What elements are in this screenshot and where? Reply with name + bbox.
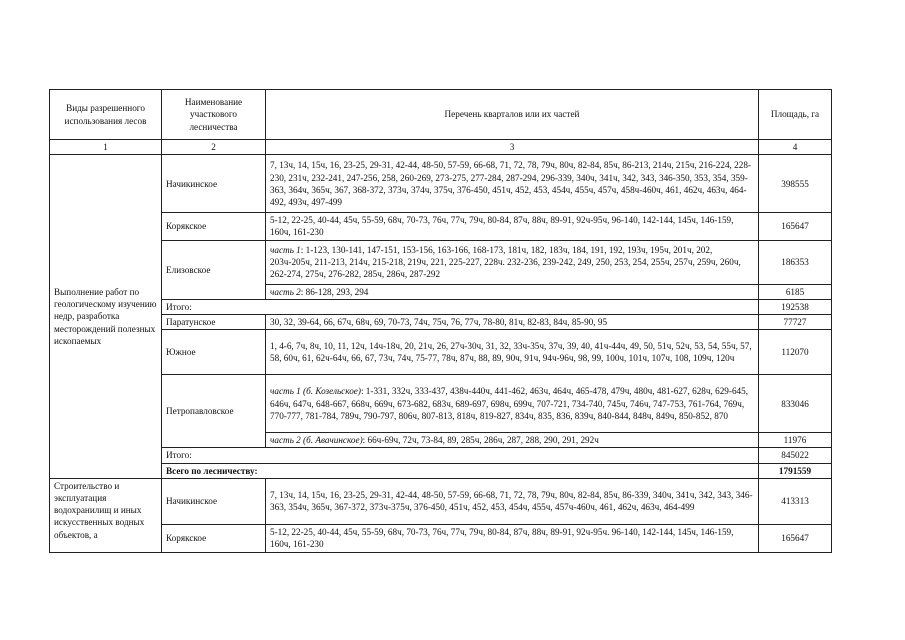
part-label: часть 2 — [270, 286, 301, 297]
header-col3: Перечень кварталов или их частей — [266, 90, 759, 140]
quarter-list — [266, 284, 759, 299]
quarter-list: 5-12, 22-25, 40-44, 45ч, 55-59, 68ч, 70-73, 76ч, 77ч, 79ч, 80-84, 87ч, 88ч, 89-91, 92ч-95ч. 96-140, 142-144, 145ч, 146-159, 160ч, 161-230 — [266, 524, 759, 552]
quarter-list — [266, 240, 759, 284]
col-number-2: 2 — [162, 140, 266, 155]
quarter-list: 7, 13ч, 14, 15ч, 16, 23-25, 29-31, 42-44, 48-50, 57-59, 66-68, 71, 72, 78, 79ч, 80ч, 82-84, 85ч, 86-213, 214ч, 215ч, 216-224, 228-230, 231ч, 232-241, 247-256, 258, 260-269, 273-275, 277-284, 287-294, 296-339, 340ч, 341ч, 342, 343, 346-350, 353, 354, 359-363, 364ч, 365ч, 367, 368-372, 373ч, 374ч, 375ч, 376-450, 451ч, 452, 453, 454ч, 455ч, 457ч, 458ч-460ч, 461, 462ч, 463ч, 464-492, 493ч, 497-499 — [266, 155, 759, 213]
forestry-name: Корякское — [162, 524, 266, 552]
grand-total-value: 1791559 — [759, 463, 832, 478]
forestry-name: Елизовское — [162, 240, 266, 299]
area-value: 398555 — [759, 155, 832, 213]
grand-total-label: Всего по лесничеству: — [162, 463, 759, 478]
table-row — [50, 155, 832, 213]
area-value: 165647 — [759, 213, 832, 240]
part-list: : 66ч-69ч, 72ч, 73-84, 89, 285ч, 286ч, 287, 288, 290, 291, 292ч — [362, 435, 599, 446]
part-label: часть 2 (б. Авачинское) — [270, 435, 363, 446]
area-value: 186353 — [759, 240, 832, 284]
area-value: 413313 — [759, 478, 832, 524]
col-number-1: 1 — [50, 140, 162, 155]
area-value: 6185 — [759, 284, 832, 299]
quarter-list — [266, 433, 759, 448]
area-value: 112070 — [759, 330, 832, 375]
table-row — [50, 330, 832, 375]
subtotal-row — [50, 448, 832, 463]
quarter-list: 1, 4-6, 7ч, 8ч, 10, 11, 12ч, 14ч-18ч, 20, 21ч, 26, 27ч-30ч, 31, 32, 33ч-35ч, 37ч, 39, 40, 41ч-44ч, 49, 50, 51ч, 52ч, 53, 54, 55ч, 57, 58, 60ч, 61, 62ч-64ч, 66, 67, 73ч, 74ч, 75-77, 78ч, 87ч, 88, 89, 90ч, 91ч, 94ч-96ч, 98, 99, 100ч, 101ч, 107ч, 108, 109ч, 120ч — [266, 330, 759, 375]
forestry-name: Начикинское — [162, 155, 266, 213]
subtotal-row — [50, 299, 832, 314]
quarter-list — [266, 375, 759, 433]
part-label: часть 1 (б. Козельское) — [270, 386, 361, 397]
header-col4: Площадь, га — [759, 90, 832, 140]
area-value: 165647 — [759, 524, 832, 552]
use-kind-geology: Выполнение работ по геологическому изучению недр, разработка месторождений полезных ископаемых — [50, 155, 162, 479]
part-list: : 1-123, 130-141, 147-151, 153-156, 163-166, 168-173, 181ч, 182, 183ч, 184, 191, 192, 193ч, 195ч, 201ч, 202, 203ч-205ч, 211-213, 214ч, 215-218, 219ч, 221, 225-227, 228ч. 232-236, 239-242, 249, 250, 253, 254, 255ч, 257ч, 259ч, 260ч, 262-274, 275ч, 276-282, 285ч, 286ч, 287-292 — [270, 244, 741, 280]
col-number-3: 3 — [266, 140, 759, 155]
subtotal-value: 192538 — [759, 299, 832, 314]
area-value: 833046 — [759, 375, 832, 433]
use-kind-reservoirs: Строительство и эксплуатация водохранилищ и иных искусственных водных объектов, а — [50, 478, 162, 552]
table-row — [50, 524, 832, 552]
forest-use-table — [49, 89, 832, 553]
forestry-name: Южное — [162, 330, 266, 375]
area-value: 11976 — [759, 433, 832, 448]
table-row — [50, 478, 832, 524]
column-number-row — [50, 140, 832, 155]
table-row — [50, 315, 832, 330]
grand-total-row — [50, 463, 832, 478]
subtotal-label: Итого: — [162, 448, 759, 463]
header-row — [50, 90, 832, 140]
table-row — [50, 240, 832, 284]
part-label: часть 1 — [270, 244, 301, 255]
part-list: : 1-331, 332ч, 333-437, 438ч-440ч, 441-462, 463ч, 464ч, 465-478, 479ч, 480ч, 481-627, 628ч, 629-645, 646ч, 647ч, 648-667, 668ч, 669ч, 673-682, 683ч, 689-697, 698ч, 699ч, 707-721, 734-740, 745ч, 746ч, 747-753, 761-764, 769ч, 770-777, 781-784, 789ч, 790-797, 806ч, 807-813, 818ч, 819-827, 834ч, 835, 836, 839ч, 840-844, 848ч, 849ч, 850-852, 870 — [270, 386, 749, 421]
part-list: : 86-128, 293, 294 — [300, 286, 369, 297]
header-col1: Виды разрешенного использования лесов — [50, 90, 162, 140]
quarter-list: 5-12, 22-25, 40-44, 45ч, 55-59, 68ч, 70-73, 76ч, 77ч, 79ч, 80-84, 87ч, 88ч, 89-91, 92ч-95ч, 96-140, 142-144, 145ч, 146-159, 160ч, 161-230 — [266, 213, 759, 240]
table-row — [50, 213, 832, 240]
quarter-list: 7, 13ч, 14, 15ч, 16, 23-25, 29-31, 42-44, 48-50, 57-59, 66-68, 71, 72, 78, 79ч, 80ч, 82-84, 85ч, 86-339, 340ч, 341ч, 342, 343, 346-363, 354ч, 365ч, 367-372, 373ч-375ч, 376-450, 451ч, 452, 453, 454ч, 455ч, 457ч-460ч, 461, 462ч, 463ч, 464-499 — [266, 478, 759, 524]
forestry-name: Корякское — [162, 213, 266, 240]
subtotal-value: 845022 — [759, 448, 832, 463]
forestry-name: Начикинское — [162, 478, 266, 524]
quarter-list: 30, 32, 39-64, 66, 67ч, 68ч, 69, 70-73, 74ч, 75ч, 76, 77ч, 78-80, 81ч, 82-83, 84ч, 85-90, 95 — [266, 315, 759, 330]
subtotal-label: Итого: — [162, 299, 759, 314]
forestry-name: Петропавловское — [162, 375, 266, 448]
header-col2: Наименование участкового лесничества — [162, 90, 266, 140]
area-value: 77727 — [759, 315, 832, 330]
forestry-name: Паратунское — [162, 315, 266, 330]
col-number-4: 4 — [759, 140, 832, 155]
table-row — [50, 375, 832, 433]
